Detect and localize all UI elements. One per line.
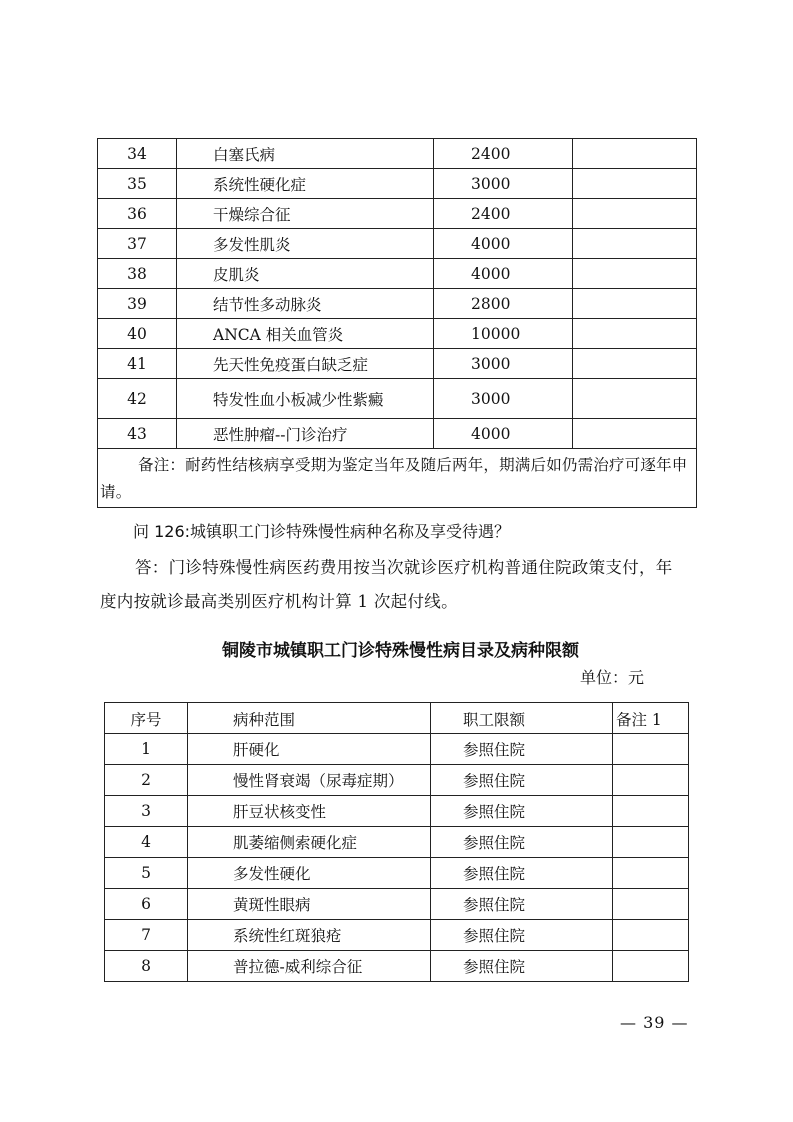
limit-amount: 2800	[434, 289, 573, 319]
disease-name: 干燥综合征	[177, 199, 434, 229]
limit-amount: 4000	[434, 419, 573, 449]
answer-text-line-1: 答：门诊特殊慢性病医药费用按当次就诊医疗机构普通住院政策支付，年	[135, 558, 673, 577]
note-cell	[573, 229, 697, 259]
note-cell	[573, 169, 697, 199]
note-cell	[573, 319, 697, 349]
disease-name: 多发性硬化	[188, 858, 431, 889]
limit-amount: 4000	[434, 259, 573, 289]
disease-name: 多发性肌炎	[177, 229, 434, 259]
disease-name: 肝硬化	[188, 734, 431, 765]
answer-text-line-2: 度内按就诊最高类别医疗机构计算 1 次起付线。	[100, 592, 458, 611]
table-title: 铜陵市城镇职工门诊特殊慢性病目录及病种限额	[222, 641, 579, 661]
limit-amount: 参照住院	[431, 827, 613, 858]
limit-amount: 参照住院	[431, 796, 613, 827]
row-number: 36	[98, 199, 177, 229]
limit-amount: 3000	[434, 379, 573, 419]
note-cell	[613, 951, 689, 982]
question-heading: 问 126:城镇职工门诊特殊慢性病种名称及享受待遇？	[133, 522, 511, 541]
disease-name: 结节性多动脉炎	[177, 289, 434, 319]
note-cell	[613, 858, 689, 889]
note-cell	[573, 419, 697, 449]
disease-name: 普拉德-威利综合征	[188, 951, 431, 982]
row-number: 4	[105, 827, 188, 858]
disease-name: 慢性肾衰竭（尿毒症期）	[188, 765, 431, 796]
table-row	[105, 765, 689, 796]
table-footnote: 备注：耐药性结核病享受期为鉴定当年及随后两年，期满后如仍需治疗可逐年申请。	[98, 449, 697, 508]
table-row	[98, 349, 697, 379]
row-number: 3	[105, 796, 188, 827]
table-row	[98, 259, 697, 289]
disease-name: 肝豆状核变性	[188, 796, 431, 827]
note-cell	[573, 139, 697, 169]
table-footnote-row	[98, 449, 697, 508]
limit-amount: 10000	[434, 319, 573, 349]
table-row	[105, 858, 689, 889]
chronic-disease-catalog-table	[104, 702, 689, 982]
note-cell	[613, 765, 689, 796]
header-disease: 病种范围	[188, 703, 431, 734]
limit-amount: 2400	[434, 199, 573, 229]
header-note: 备注 1	[613, 703, 689, 734]
header-limit: 职工限额	[431, 703, 613, 734]
table-row	[98, 169, 697, 199]
limit-amount: 2400	[434, 139, 573, 169]
table-row	[105, 796, 689, 827]
row-number: 34	[98, 139, 177, 169]
table-row	[98, 379, 697, 419]
table-row	[105, 889, 689, 920]
disease-name: 皮肌炎	[177, 259, 434, 289]
unit-label: 单位：元	[580, 668, 645, 687]
header-number: 序号	[105, 703, 188, 734]
disease-name: 白塞氏病	[177, 139, 434, 169]
disease-name: 肌萎缩侧索硬化症	[188, 827, 431, 858]
disease-name: 系统性红斑狼疮	[188, 920, 431, 951]
disease-name: 恶性肿瘤--门诊治疗	[177, 419, 434, 449]
row-number: 43	[98, 419, 177, 449]
row-number: 6	[105, 889, 188, 920]
table-row	[98, 139, 697, 169]
row-number: 2	[105, 765, 188, 796]
limit-amount: 参照住院	[431, 765, 613, 796]
table-row	[98, 229, 697, 259]
row-number: 35	[98, 169, 177, 199]
row-number: 40	[98, 319, 177, 349]
note-cell	[613, 734, 689, 765]
row-number: 1	[105, 734, 188, 765]
table-row	[105, 734, 689, 765]
limit-amount: 3000	[434, 349, 573, 379]
table-row	[98, 289, 697, 319]
note-cell	[613, 827, 689, 858]
row-number: 37	[98, 229, 177, 259]
disease-name: 黄斑性眼病	[188, 889, 431, 920]
limit-amount: 参照住院	[431, 734, 613, 765]
table-row	[98, 199, 697, 229]
limit-amount: 参照住院	[431, 951, 613, 982]
note-cell	[573, 379, 697, 419]
disease-name: 特发性血小板减少性紫癜	[177, 379, 434, 419]
limit-amount: 参照住院	[431, 858, 613, 889]
row-number: 41	[98, 349, 177, 379]
limit-amount: 参照住院	[431, 920, 613, 951]
limit-amount: 参照住院	[431, 889, 613, 920]
table-row	[98, 319, 697, 349]
table-row	[105, 827, 689, 858]
disease-name: 先天性免疫蛋白缺乏症	[177, 349, 434, 379]
row-number: 38	[98, 259, 177, 289]
table-row	[105, 920, 689, 951]
row-number: 42	[98, 379, 177, 419]
disease-name: 系统性硬化症	[177, 169, 434, 199]
page-number: — 39 —	[620, 1013, 689, 1032]
note-cell	[613, 920, 689, 951]
table-row	[98, 419, 697, 449]
limit-amount: 3000	[434, 169, 573, 199]
disease-limit-table-continued	[97, 138, 697, 508]
note-cell	[573, 199, 697, 229]
note-cell	[573, 349, 697, 379]
disease-name: ANCA 相关血管炎	[177, 319, 434, 349]
note-cell	[573, 259, 697, 289]
limit-amount: 4000	[434, 229, 573, 259]
table-row	[105, 951, 689, 982]
table-header-row	[105, 703, 689, 734]
row-number: 8	[105, 951, 188, 982]
row-number: 5	[105, 858, 188, 889]
note-cell	[573, 289, 697, 319]
row-number: 7	[105, 920, 188, 951]
note-cell	[613, 889, 689, 920]
row-number: 39	[98, 289, 177, 319]
note-cell	[613, 796, 689, 827]
